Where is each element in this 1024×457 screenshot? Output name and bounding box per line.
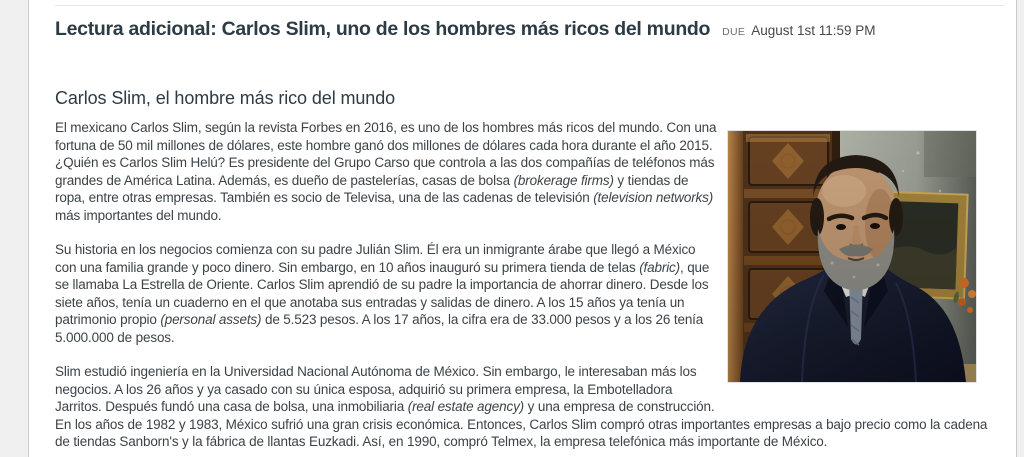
assignment-content xyxy=(29,0,1016,457)
due-date: August 1st 11:59 PM xyxy=(751,23,876,38)
photo-vignette xyxy=(728,131,976,382)
assignment-header xyxy=(55,5,1004,41)
english-gloss: (real estate agency) xyxy=(407,399,525,414)
english-gloss: (fabric) xyxy=(639,259,680,275)
text-run: de 5.523 pesos. A los 17 años, la cifra era de 33.000 pesos y a los 26 tenía 5.000.000 de pesos. xyxy=(55,312,704,345)
english-gloss: (brokerage firms) xyxy=(513,172,614,188)
text-run: y tiendas de ropa, entre otras empresas. También es socio de Televisa, una de las cadenas de televisión xyxy=(55,172,689,205)
text-run: Slim estudió ingeniería en la Universidad Nacional Autónoma de México. Sin embargo, le interesaban más los negocios. A los 26 años y ya casado con su única esposa, adquirió su primera empresa, la Embotelladora Jarritos. Después fundó una casa de bolsa, una inmobiliaria xyxy=(55,364,697,414)
page-gutter-left xyxy=(0,0,29,457)
text-run: El mexicano Carlos Slim, según la revista Forbes en 2016, es uno de los hombres más ricos del mundo. Con una fortuna de 50 mil millones de dólares, este hombre ganó dos millones de dólares cada hora durante el año 2015. ¿Quién es Carlos Slim Helú? Es presidente del Grupo Carso que controla a las dos compañías de teléfonos más grandes de América Latina. Además, es dueño de pastelerías, casas de bolsa xyxy=(55,120,717,188)
carlos-slim-photo xyxy=(728,131,976,382)
due-label: DUE xyxy=(722,26,746,38)
article-heading: Carlos Slim, el hombre más rico del mundo xyxy=(55,88,396,108)
text-run: y una empresa de construcción. En los años de 1982 y 1983, México sufrió una gran crisis económica. Entonces, Carlos Slim compró otras importantes empresas a bajo precio como la cadena de tiendas Sanborn's y la fábrica de llantas Euzkadi. Así, en 1990, compró Telmex, la empresa telefónica más importante de México. xyxy=(55,399,988,449)
carlos-slim-portrait-illustration xyxy=(728,131,976,382)
article-body xyxy=(55,119,1004,451)
text-run: , que se llamaba La Estrella de Oriente. Carlos Slim aprendió de su padre la importancia de ahorrar dinero. Desde los siete años, tenía un cuaderno en el que anotaba sus entradas y salidas de dinero. A los 15 años ya tenía un patrimonio propio xyxy=(55,259,710,327)
reading-article xyxy=(55,88,1004,451)
text-run: Su historia en los negocios comienza con su padre Julián Slim. Él era un inmigrante árabe que llegó a México con una familia grande y poco dinero. Sin embargo, en 10 años inauguró su primera tienda de telas xyxy=(55,242,696,275)
english-gloss: (personal assets) xyxy=(160,312,262,327)
page-title: Lectura adicional: Carlos Slim, uno de los hombres más ricos del mundo xyxy=(55,18,711,40)
scrollbar-track[interactable] xyxy=(1016,0,1024,457)
english-gloss: (television networks) xyxy=(593,190,714,205)
text-run: más importantes del mundo. xyxy=(55,207,222,223)
